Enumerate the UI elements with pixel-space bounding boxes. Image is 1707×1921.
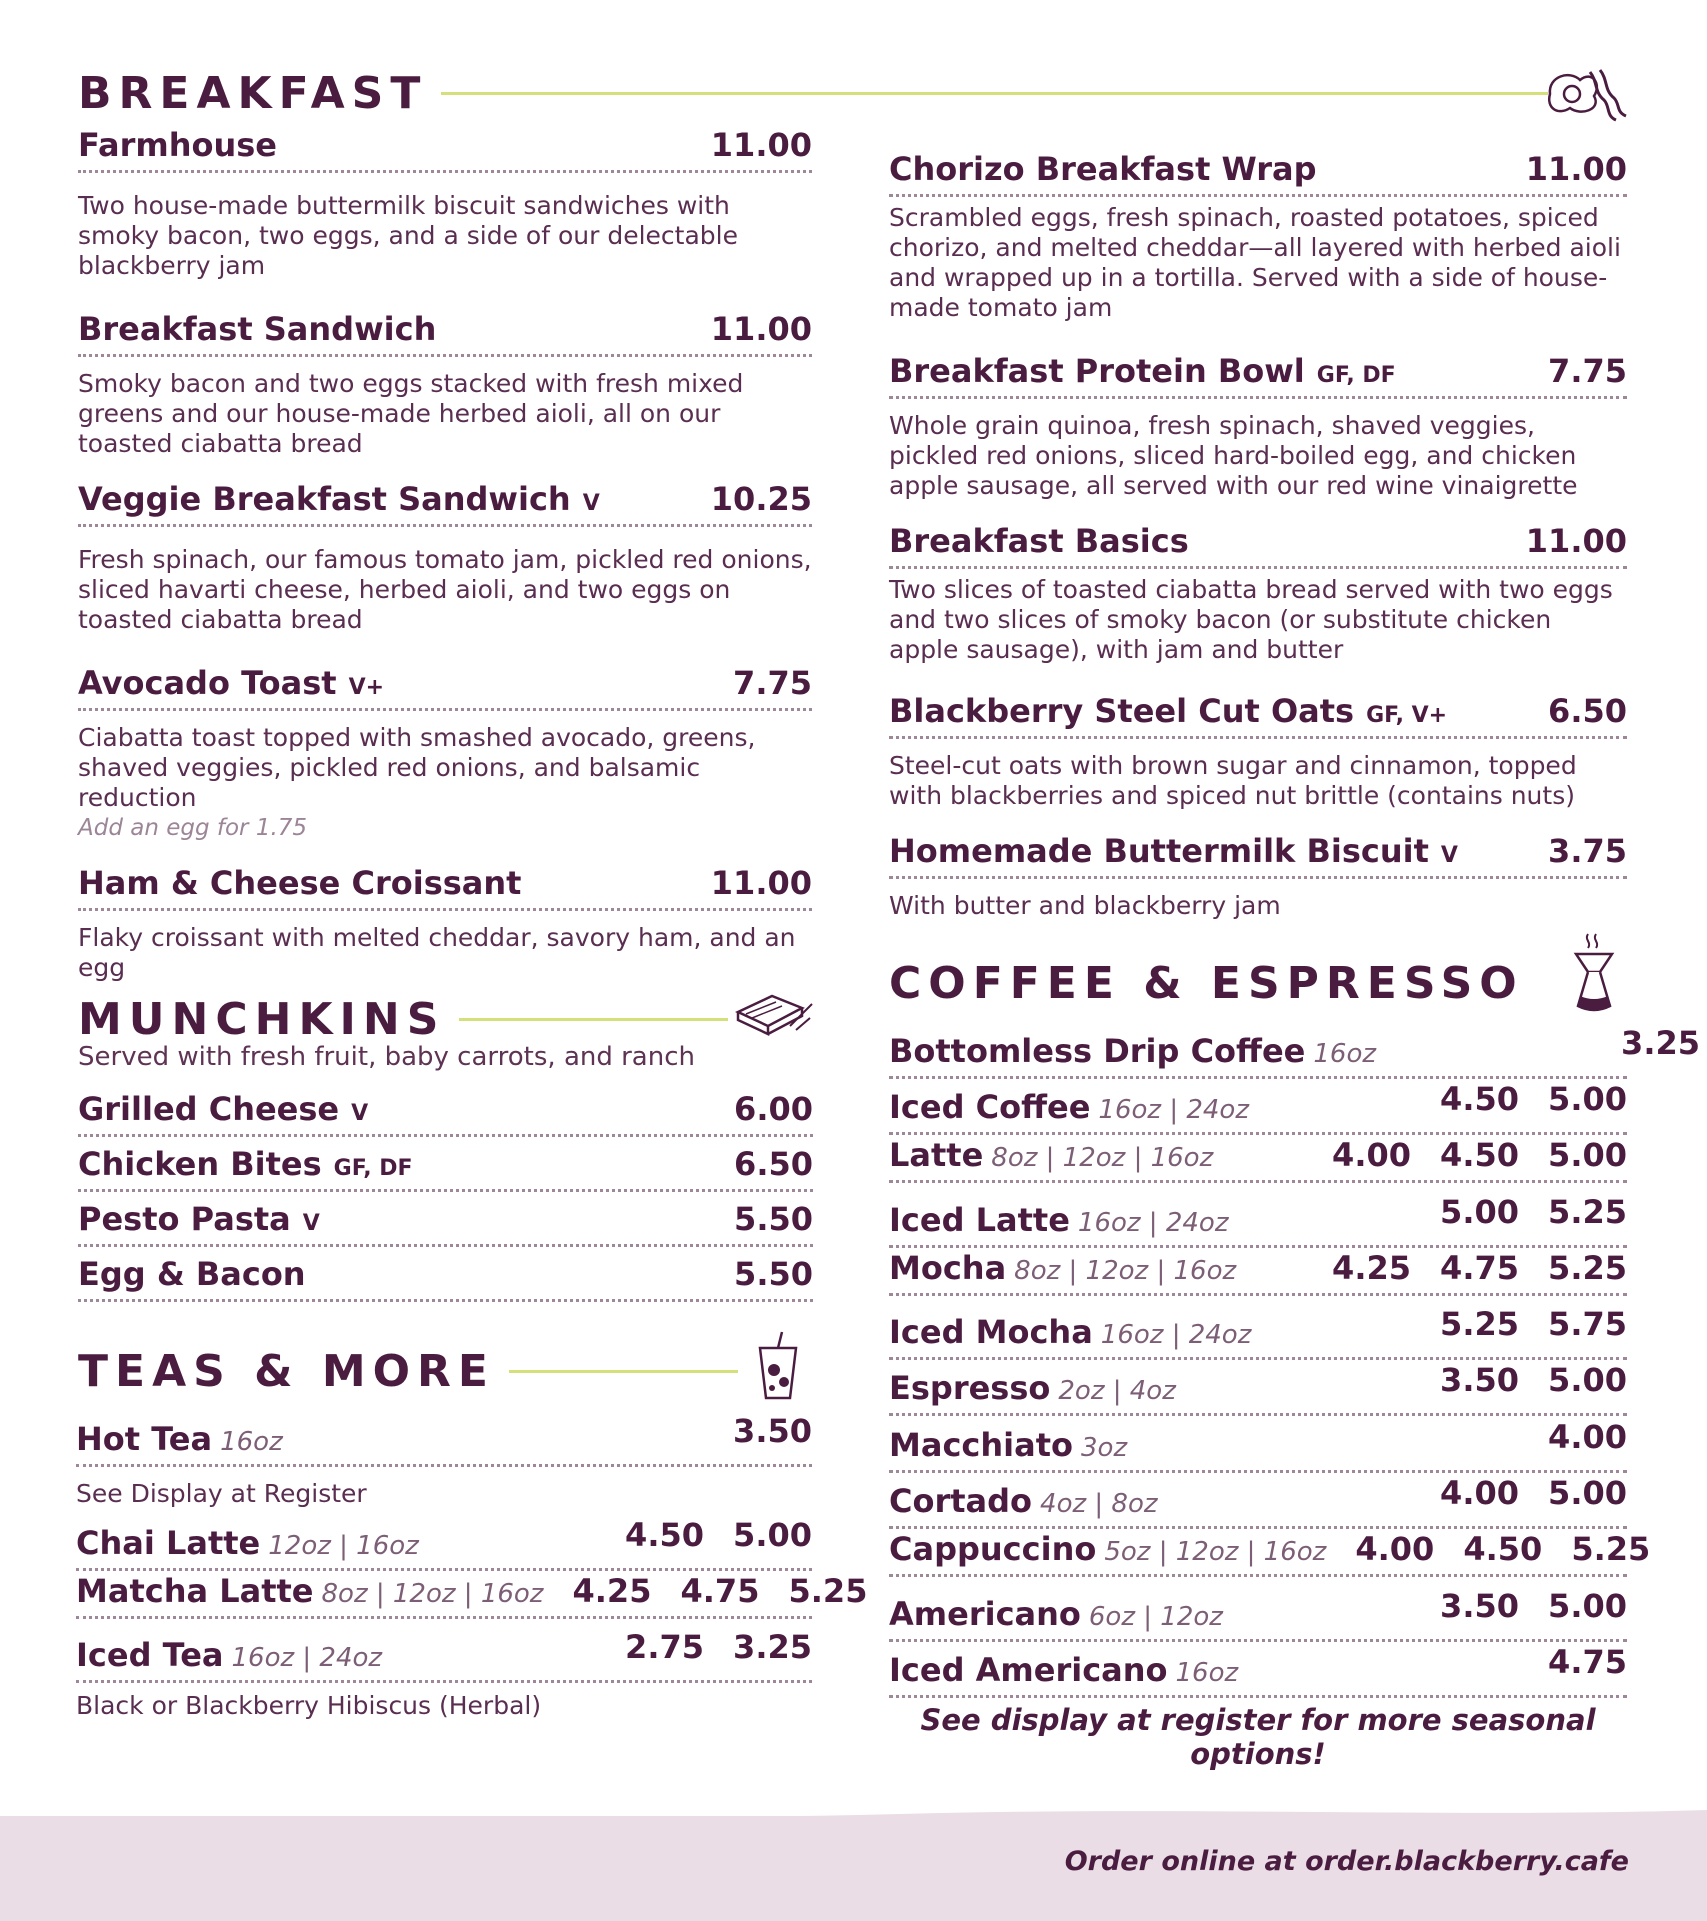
coffee-title: COFFEE & ESPRESSO [889, 958, 1524, 1009]
dietary-tag: GF, V+ [1366, 703, 1448, 728]
iced-drink-icon [752, 1330, 804, 1402]
item-description: Two slices of toasted ciabatta bread served with two eggs and two slices of smoky bacon (or substitute chicken apple sausage), with jam and butter [889, 575, 1613, 664]
item-description: Flaky croissant with melted cheddar, savory ham, and an egg [78, 923, 796, 982]
item-price [1303, 1474, 1411, 1512]
item-name: Veggie Breakfast Sandwich [78, 480, 571, 518]
item-price [1411, 1418, 1519, 1456]
item-price: 3.50 [733, 1412, 812, 1450]
item-price [1303, 1418, 1411, 1456]
item-sizes: 8oz | 12oz | 16oz [991, 1143, 1214, 1173]
menu-item [889, 1474, 1627, 1529]
item-name: Chicken Bites [78, 1145, 322, 1183]
item-name: Breakfast Sandwich [78, 310, 437, 348]
item-price: 5.00 [1548, 1361, 1627, 1399]
item-price: 7.75 [1548, 352, 1627, 390]
item-description: Two house-made buttermilk biscuit sandwiches with smoky bacon, two eggs, and a side of our delectable blackberry jam [78, 191, 738, 280]
item-name: Iced Tea [76, 1636, 224, 1674]
item-price: 4.25 [1332, 1249, 1411, 1287]
item-name: Breakfast Protein Bowl [889, 352, 1305, 390]
menu-item [889, 352, 1627, 501]
item-sizes: 16oz [1175, 1658, 1239, 1688]
item-price: 4.50 [1440, 1080, 1519, 1118]
item-name: Blackberry Steel Cut Oats [889, 692, 1355, 730]
dietary-tag: V+ [348, 675, 385, 700]
item-description: Ciabatta toast topped with smashed avocado, greens, shaved veggies, pickled red onions, and balsamic reduction [78, 723, 756, 812]
item-sizes: 16oz | 24oz [1077, 1208, 1229, 1238]
menu-item [78, 480, 812, 635]
item-price [488, 1412, 596, 1450]
item-price: 3.50 [1440, 1361, 1519, 1399]
item-name: Grilled Cheese [78, 1090, 340, 1128]
order-online-link[interactable]: Order online at order.blackberry.cafe [1064, 1846, 1629, 1877]
item-sizes: 5oz | 12oz | 16oz [1104, 1537, 1327, 1567]
menu-item [889, 1643, 1627, 1698]
item-name: Latte [889, 1136, 984, 1174]
fried-egg-bacon-icon [1540, 64, 1630, 124]
item-name: Americano [889, 1595, 1081, 1633]
item-name: Cappuccino [889, 1530, 1097, 1568]
item-name: Bottomless Drip Coffee [889, 1032, 1306, 1070]
menu-item [889, 1136, 1627, 1183]
item-price [1303, 1193, 1411, 1231]
coffee-header [889, 958, 1534, 1009]
item-price [1303, 1643, 1411, 1681]
menu-item [78, 1255, 813, 1302]
item-price: 11.00 [1525, 522, 1627, 560]
menu-item [889, 1361, 1627, 1416]
teas-rule [509, 1370, 738, 1373]
item-price: 7.75 [733, 664, 812, 702]
breakfast-rule [441, 92, 1548, 95]
item-price: 11.00 [710, 126, 812, 164]
item-price: 11.00 [710, 310, 812, 348]
item-name: Espresso [889, 1369, 1051, 1407]
item-price: 4.00 [1440, 1474, 1519, 1512]
item-price [1303, 1305, 1411, 1343]
teas-header [78, 1346, 738, 1397]
item-price: 2.75 [625, 1628, 704, 1666]
item-name: Hot Tea [76, 1420, 213, 1458]
menu-item [78, 126, 812, 281]
menu-item [889, 692, 1627, 811]
menu-item [78, 864, 812, 983]
item-price: 4.00 [1332, 1136, 1411, 1174]
item-price: 3.25 [733, 1628, 812, 1666]
item-sizes: 3oz [1081, 1433, 1128, 1463]
item-name: Homemade Buttermilk Biscuit [889, 832, 1429, 870]
item-price: 11.00 [710, 864, 812, 902]
item-name: Chorizo Breakfast Wrap [889, 150, 1317, 188]
menu-item [889, 1193, 1627, 1248]
item-sizes: 16oz | 24oz [1100, 1320, 1252, 1350]
item-price: 4.75 [1440, 1249, 1519, 1287]
item-price: 4.25 [572, 1572, 652, 1610]
menu-item [889, 832, 1627, 921]
menu-item [78, 664, 812, 841]
item-sizes: 12oz | 16oz [268, 1531, 419, 1561]
item-price: 11.00 [1525, 150, 1627, 188]
item-description: With butter and blackberry jam [889, 891, 1281, 920]
dietary-tag: GF, DF [1316, 363, 1396, 388]
item-price: 5.50 [734, 1200, 813, 1238]
menu-item [889, 1530, 1651, 1577]
dietary-tag: V [351, 1101, 369, 1126]
item-sizes: 6oz | 12oz [1088, 1602, 1223, 1632]
item-note: See Display at Register [76, 1479, 367, 1508]
munchkins-rule [459, 1018, 728, 1021]
breakfast-title: BREAKFAST [78, 68, 428, 119]
item-price [1411, 1643, 1519, 1681]
item-name: Breakfast Basics [889, 522, 1189, 560]
pour-over-coffee-icon [1566, 930, 1622, 1016]
munchkins-subtitle: Served with fresh fruit, baby carrots, and ranch [78, 1042, 695, 1072]
item-sizes: 8oz | 12oz | 16oz [1014, 1256, 1237, 1286]
item-price [1484, 1024, 1592, 1062]
item-price [596, 1412, 704, 1450]
menu-item [76, 1412, 812, 1508]
item-price: 5.25 [1440, 1305, 1519, 1343]
item-price [1303, 1080, 1411, 1118]
item-name: Iced Mocha [889, 1313, 1093, 1351]
menu-item [78, 1145, 813, 1192]
item-price: 5.75 [1548, 1305, 1627, 1343]
item-price: 4.50 [1463, 1530, 1543, 1568]
item-name: Egg & Bacon [78, 1255, 306, 1293]
menu-item [78, 1200, 813, 1247]
item-price: 5.00 [1440, 1193, 1519, 1231]
item-sizes: 16oz | 24oz [231, 1643, 383, 1673]
menu-item [78, 1090, 813, 1137]
item-sizes: 4oz | 8oz [1040, 1489, 1158, 1519]
item-addon: Add an egg for 1.75 [78, 815, 308, 841]
item-name: Iced Americano [889, 1651, 1168, 1689]
item-price: 5.00 [733, 1516, 812, 1554]
item-price: 5.25 [788, 1572, 868, 1610]
menu-item [889, 1305, 1627, 1360]
item-price [1376, 1024, 1484, 1062]
item-sizes: 16oz [220, 1427, 283, 1457]
item-price: 6.50 [1548, 692, 1627, 730]
item-price: 3.75 [1548, 832, 1627, 870]
item-name: Matcha Latte [76, 1572, 314, 1610]
seasonal-note: See display at register for more seasonal options! [920, 1703, 1596, 1771]
item-note: Black or Blackberry Hibiscus (Herbal) [76, 1691, 542, 1720]
item-price [488, 1516, 596, 1554]
item-name: Avocado Toast [78, 664, 337, 702]
menu-item [889, 1080, 1627, 1135]
menu-item [76, 1628, 812, 1720]
item-price: 6.00 [734, 1090, 813, 1128]
item-price: 10.25 [710, 480, 812, 518]
teas-title: TEAS & MORE [78, 1346, 495, 1397]
item-name: Farmhouse [78, 126, 277, 164]
menu-item [889, 1587, 1627, 1642]
item-price: 3.50 [1440, 1587, 1519, 1625]
menu-item [76, 1516, 812, 1571]
menu-item [889, 1249, 1627, 1296]
item-sizes: 16oz [1313, 1039, 1376, 1069]
item-price: 5.50 [734, 1255, 813, 1293]
item-name: Cortado [889, 1482, 1033, 1520]
item-price: 5.00 [1548, 1080, 1627, 1118]
item-name: Mocha [889, 1249, 1007, 1287]
menu-item [889, 150, 1627, 323]
item-price: 5.25 [1548, 1193, 1627, 1231]
item-description: Smoky bacon and two eggs stacked with fresh mixed greens and our house-made herbed aioli, all on our toasted ciabatta bread [78, 369, 744, 458]
item-price: 5.00 [1548, 1136, 1627, 1174]
dietary-tag: GF, DF [333, 1156, 413, 1181]
item-description: Fresh spinach, our famous tomato jam, pickled red onions, sliced havarti cheese, herbed aioli, and two eggs on toasted ciabatta bread [78, 545, 812, 634]
item-name: Pesto Pasta [78, 1200, 291, 1238]
item-description: Steel-cut oats with brown sugar and cinnamon, topped with blackberries and spiced nut brittle (contains nuts) [889, 751, 1577, 810]
dietary-tag: V [302, 1211, 320, 1236]
item-price: 3.25 [1621, 1024, 1700, 1062]
item-price: 4.75 [1548, 1643, 1627, 1681]
item-price: 5.25 [1571, 1530, 1651, 1568]
breakfast-header [78, 68, 1548, 119]
item-description: Scrambled eggs, fresh spinach, roasted potatoes, spiced chorizo, and melted cheddar—all layered with herbed aioli and wrapped up in a tortilla. Served with a side of house-made tomato jam [889, 203, 1621, 322]
item-price [488, 1628, 596, 1666]
item-price: 5.00 [1548, 1587, 1627, 1625]
menu-item [78, 310, 812, 459]
item-name: Macchiato [889, 1426, 1073, 1464]
item-price: 4.00 [1548, 1418, 1627, 1456]
item-price: 4.50 [625, 1516, 704, 1554]
item-name: Chai Latte [76, 1524, 261, 1562]
item-price: 4.00 [1355, 1530, 1435, 1568]
item-price [1303, 1361, 1411, 1399]
item-price: 6.50 [734, 1145, 813, 1183]
item-description: Whole grain quinoa, fresh spinach, shaved veggies, pickled red onions, sliced hard-boiled egg, and chicken apple sausage, all served with our red wine vinaigrette [889, 411, 1578, 500]
item-price: 4.75 [680, 1572, 760, 1610]
item-price: 5.25 [1548, 1249, 1627, 1287]
item-price: 4.50 [1440, 1136, 1519, 1174]
item-price: 5.00 [1548, 1474, 1627, 1512]
grilled-cheese-sandwich-icon [732, 990, 816, 1046]
item-price [1303, 1587, 1411, 1625]
item-sizes: 16oz | 24oz [1098, 1095, 1249, 1125]
item-name: Iced Latte [889, 1201, 1070, 1239]
item-name: Iced Coffee [889, 1088, 1091, 1126]
menu-item [889, 1024, 1700, 1079]
menu-item [76, 1572, 868, 1619]
munchkins-title: MUNCHKINS [78, 994, 446, 1045]
munchkins-header [78, 994, 728, 1045]
item-name: Ham & Cheese Croissant [78, 864, 522, 902]
dietary-tag: V [1440, 843, 1458, 868]
menu-item [889, 1418, 1627, 1473]
item-sizes: 8oz | 12oz | 16oz [321, 1579, 544, 1609]
item-sizes: 2oz | 4oz [1058, 1376, 1176, 1406]
menu-item [889, 522, 1627, 665]
dietary-tag: V [582, 491, 600, 516]
